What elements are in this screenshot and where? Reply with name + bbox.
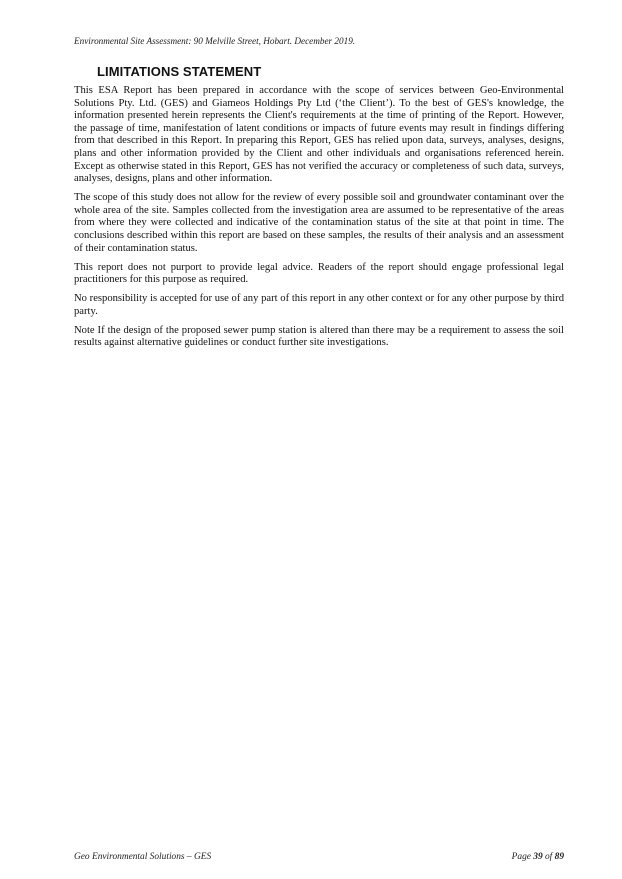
page-number xyxy=(512,852,564,862)
footer-company-name: Geo Environmental Solutions – GES xyxy=(74,852,212,862)
page-total: 89 xyxy=(554,852,564,862)
paragraph-study-scope: The scope of this study does not allow for the review of every possible soil and groundwater contaminant over the whole area of the site. Samples collected from the investigation area are assumed to be representative of the areas from where they were collected and indicative of the contamination status of the site at that point in time. The conclusions described within this report are based on these samples, the results of their analysis and an assessment of their contamination status. xyxy=(74,192,564,254)
paragraph-legal-advice: This report does not purport to provide legal advice. Readers of the report should engage professional legal practitioners for this purpose as required. xyxy=(74,261,564,286)
body-text xyxy=(74,85,564,356)
paragraph-scope-of-services: This ESA Report has been prepared in accordance with the scope of services between Geo-Environmental Solutions Pty. Ltd. (GES) and Giameos Holdings Pty Ltd (‘the Client’). To the best of GES's knowledge, the information presented herein represents the Client's requirements at the time of printing of the Report. However, the passage of time, manifestation of latent conditions or impacts of future events may result in findings differing from that described in this Report. In preparing this Report, GES has relied upon data, surveys, analyses, designs, plans and other information provided by the Client and other individuals and organisations referenced herein. Except as otherwise stated in this Report, GES has not verified the accuracy or completeness of such data, surveys, analyses, designs, plans and other information. xyxy=(74,85,564,185)
section-title: LIMITATIONS STATEMENT xyxy=(97,64,262,79)
paragraph-design-note: Note If the design of the proposed sewer pump station is altered than there may be a requirement to assess the soil results against alternative guidelines or conduct further site investigations. xyxy=(74,324,564,349)
running-header: Environmental Site Assessment: 90 Melville Street, Hobart. December 2019. xyxy=(74,36,356,46)
page-current: 39 xyxy=(533,852,543,862)
paragraph-responsibility: No responsibility is accepted for use of any part of this report in any other context or for any other purpose by third party. xyxy=(74,293,564,317)
page-prefix: Page xyxy=(511,852,534,862)
page-of: of xyxy=(542,852,555,862)
